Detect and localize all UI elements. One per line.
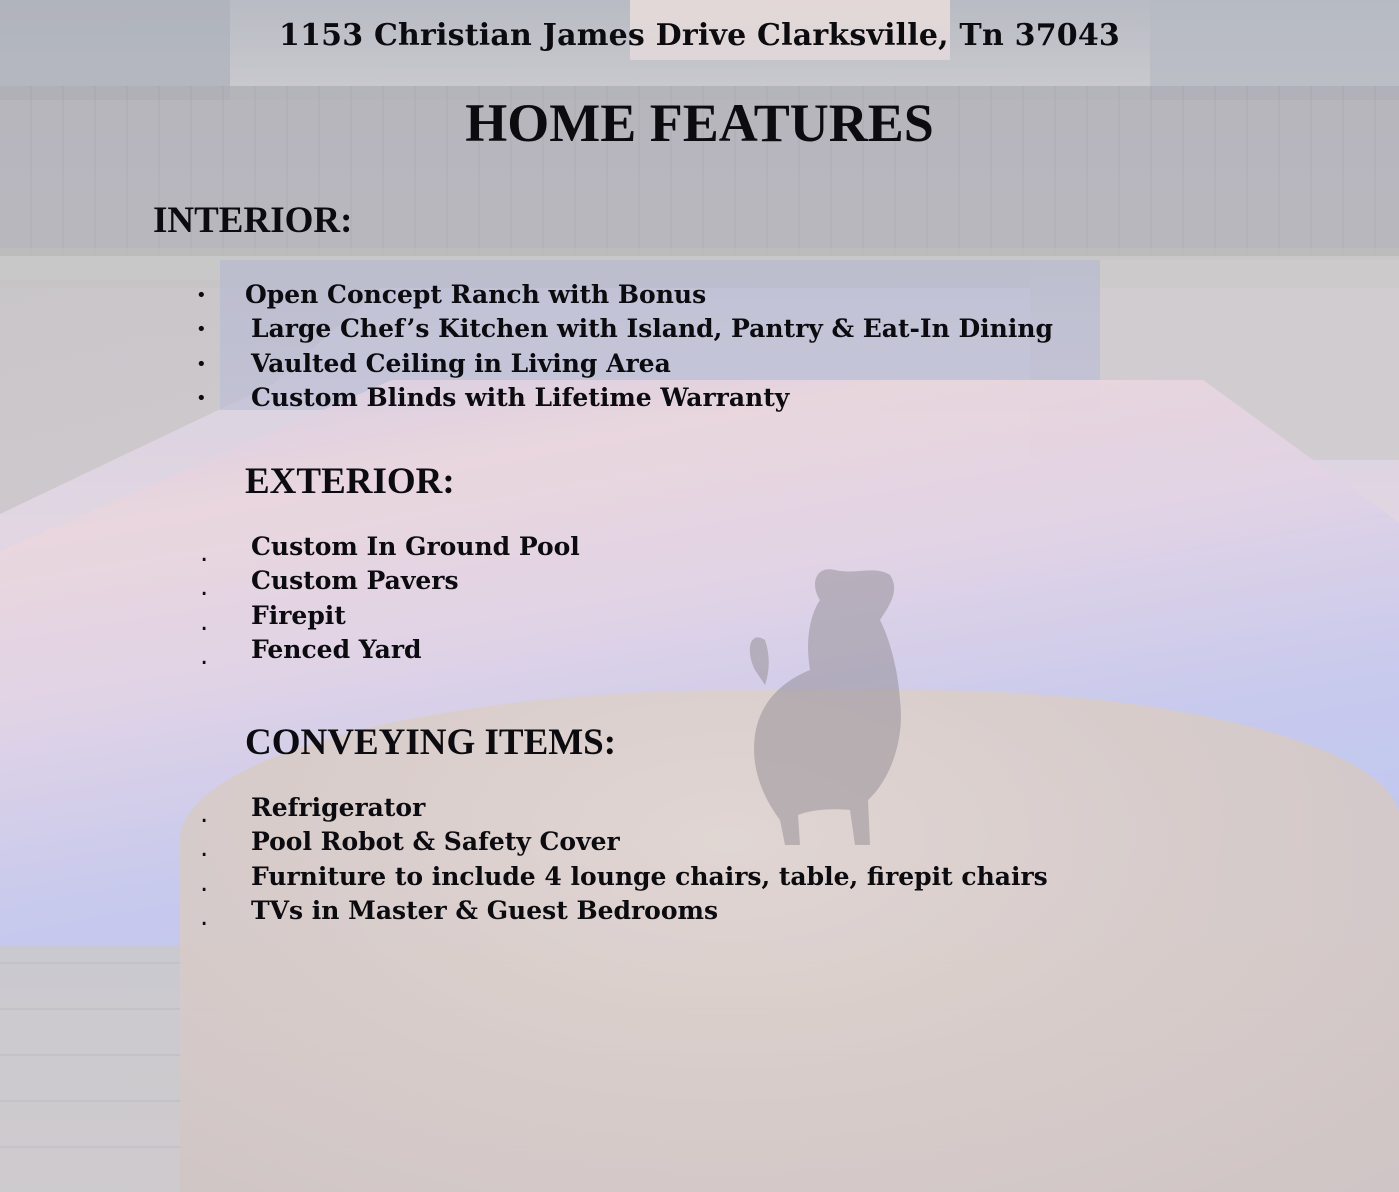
bullet-icon: . xyxy=(200,867,209,898)
property-address: 1153 Christian James Drive Clarksville, Tn 37043 xyxy=(279,18,1120,53)
bullet-icon: • xyxy=(196,387,207,409)
bullet-icon: . xyxy=(200,640,209,671)
bullet-icon: . xyxy=(200,799,209,829)
bullet-icon: • xyxy=(196,285,207,306)
bullet-icon: • xyxy=(196,319,207,341)
conveying-items-heading: CONVEYING ITEMS: xyxy=(245,722,617,763)
bullet-icon: . xyxy=(200,606,209,637)
exterior-heading: EXTERIOR: xyxy=(245,461,455,502)
bullet-icon: . xyxy=(200,833,209,864)
interior-heading: INTERIOR: xyxy=(153,200,353,241)
page-title: HOME FEATURES xyxy=(465,93,934,153)
bullet-icon: . xyxy=(200,901,209,932)
flyer-content: 1153 Christian James Drive Clarksville, Tn 37043 HOME FEATURES INTERIOR: • Open Concept Ranch with Bonus • Large Chef’s Kitchen with Island, Pantry & Eat-In Dining • Vaulted Ceiling in Living Area • Custom Blinds with Lifetime Warranty EXTERIOR: . Custom In Ground Pool . Custom Pavers . Firepit . Fenced Yard CONVEYING ITEMS: . Refrigerator . Pool Robot & Safety Cover . Furniture to include 4 lounge chairs, table, firepit chairs . TVs in Master & Guest Bedrooms xyxy=(0,0,1399,1192)
bullet-icon: . xyxy=(200,572,209,603)
bullet-icon: . xyxy=(200,538,209,568)
bullet-icon: • xyxy=(196,353,207,375)
